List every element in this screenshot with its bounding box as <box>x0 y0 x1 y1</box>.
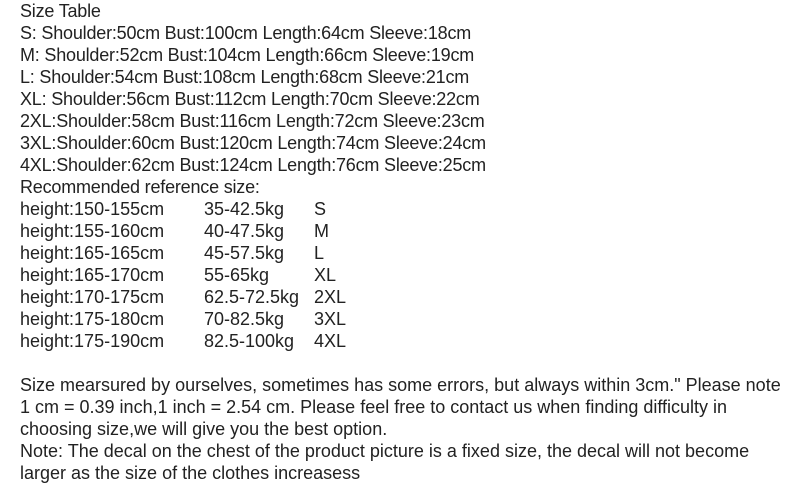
size-row-xl: XL: Shoulder:56cm Bust:112cm Length:70cm Sleeve:22cm <box>20 89 480 109</box>
recommended-weight: 62.5-72.5kg <box>204 287 300 307</box>
notes-section <box>20 374 790 484</box>
measurement-note: Size mearsured by ourselves, sometimes has some errors, but always within 3cm." Please note 1 cm = 0.39 inch,1 inch = 2.54 cm. Please feel free to contact us when finding difficulty in choosing size,we will give you the best option. <box>20 375 781 439</box>
recommended-row <box>20 286 790 308</box>
recommended-weight: 40-47.5kg <box>204 221 285 241</box>
recommended-size: S <box>314 199 327 219</box>
recommended-height: height:175-190cm <box>20 331 165 351</box>
recommended-weight: 35-42.5kg <box>204 199 285 219</box>
recommended-row <box>20 198 790 220</box>
recommended-size: XL <box>314 265 337 285</box>
decal-note: Note: The decal on the chest of the product picture is a fixed size, the decal will not become larger as the size of the clothes increasess <box>20 441 750 483</box>
recommended-height: height:150-155cm <box>20 199 165 219</box>
recommended-weight: 55-65kg <box>204 265 270 285</box>
recommended-size: 2XL <box>314 287 347 307</box>
recommended-height: height:165-170cm <box>20 265 165 285</box>
recommended-size: 3XL <box>314 309 347 329</box>
recommended-size: M <box>314 221 329 241</box>
recommended-row <box>20 308 790 330</box>
size-row-4xl: 4XL:Shoulder:62cm Bust:124cm Length:76cm Sleeve:25cm <box>20 155 486 175</box>
recommended-row <box>20 242 790 264</box>
recommended-height: height:175-180cm <box>20 309 165 329</box>
size-row-l: L: Shoulder:54cm Bust:108cm Length:68cm Sleeve:21cm <box>20 67 470 87</box>
recommended-height: height:155-160cm <box>20 221 165 241</box>
recommended-weight: 82.5-100kg <box>204 331 295 351</box>
recommended-size: L <box>314 243 325 263</box>
recommended-row <box>20 330 790 352</box>
size-row-s: S: Shoulder:50cm Bust:100cm Length:64cm Sleeve:18cm <box>20 23 472 43</box>
recommended-weight: 45-57.5kg <box>204 243 285 263</box>
recommended-title: Recommended reference size: <box>20 177 260 197</box>
size-row-m: M: Shoulder:52cm Bust:104cm Length:66cm Sleeve:19cm <box>20 45 475 65</box>
recommended-row <box>20 264 790 286</box>
size-row-2xl: 2XL:Shoulder:58cm Bust:116cm Length:72cm Sleeve:23cm <box>20 111 485 131</box>
size-row-3xl: 3XL:Shoulder:60cm Bust:120cm Length:74cm Sleeve:24cm <box>20 133 486 153</box>
recommended-height: height:170-175cm <box>20 287 165 307</box>
recommended-height: height:165-165cm <box>20 243 165 263</box>
recommended-row <box>20 220 790 242</box>
size-chart-document <box>20 0 790 352</box>
recommended-size: 4XL <box>314 331 347 351</box>
recommended-weight: 70-82.5kg <box>204 309 285 329</box>
size-table-title: Size Table <box>20 1 101 21</box>
